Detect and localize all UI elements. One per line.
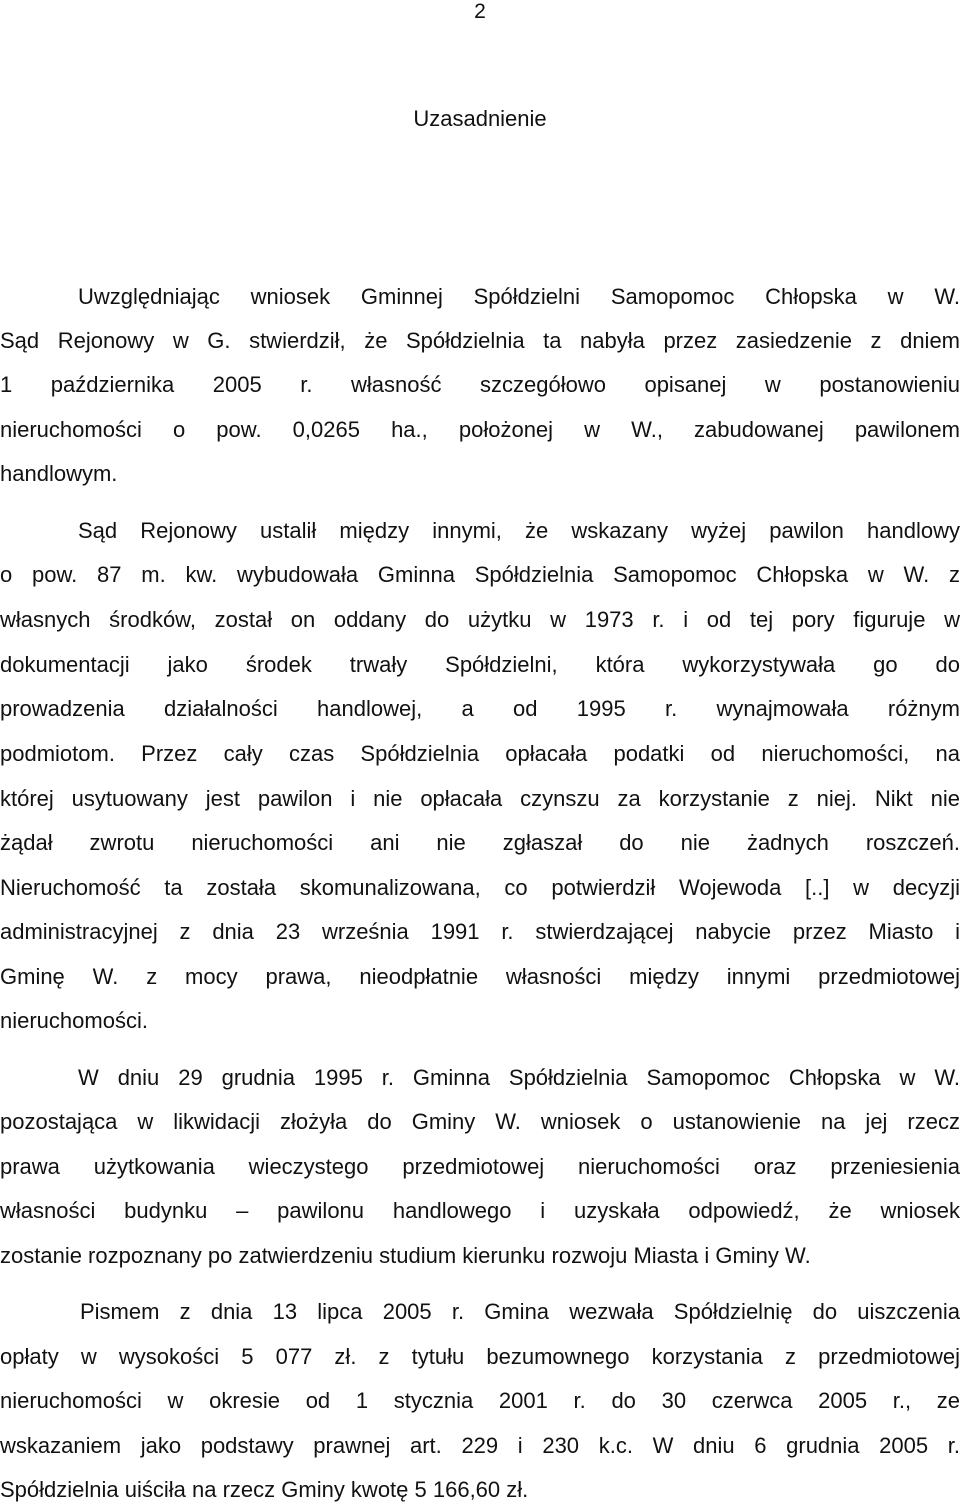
text-line: której usytuowany jest pawilon i nie opłacała czynszu za korzystanie z niej. Nikt nie: [0, 786, 960, 811]
text-line: własnych środków, został on oddany do użytku w 1973 r. i od tej pory figuruje w: [0, 607, 960, 632]
text-line: Nieruchomość ta została skomunalizowana, co potwierdził Wojewoda [..] w decyzji: [0, 875, 960, 900]
text-line: opłaty w wysokości 5 077 zł. z tytułu bezumownego korzystania z przedmiotowej: [0, 1344, 960, 1369]
text-line: własności budynku – pawilonu handlowego i uzyskała odpowiedź, że wniosek: [0, 1198, 960, 1223]
text-line: nieruchomości o pow. 0,0265 ha., położonej w W., zabudowanej pawilonem: [0, 417, 960, 442]
text-line: o pow. 87 m. kw. wybudowała Gminna Spółdzielnia Samopomoc Chłopska w W. z: [0, 562, 960, 587]
text-line: pozostająca w likwidacji złożyła do Gminy W. wniosek o ustanowienie na jej rzecz: [0, 1109, 960, 1134]
text-line: prawa użytkowania wieczystego przedmiotowej nieruchomości oraz przeniesienia: [0, 1154, 960, 1179]
text-line: Spółdzielnia uiściła na rzecz Gminy kwotę 5 166,60 zł.: [0, 1477, 529, 1502]
text-line: Gminę W. z mocy prawa, nieodpłatnie własności między innymi przedmiotowej: [0, 964, 960, 989]
text-line: zostanie rozpoznany po zatwierdzeniu studium kierunku rozwoju Miasta i Gminy W.: [0, 1243, 811, 1268]
text-line: wskazaniem jako podstawy prawnej art. 229 i 230 k.c. W dniu 6 grudnia 2005 r.: [0, 1433, 960, 1458]
document-title: Uzasadnienie: [413, 106, 547, 131]
text-line: handlowym.: [0, 461, 118, 486]
text-line: 1 października 2005 r. własność szczegółowo opisanej w postanowieniu: [0, 372, 960, 397]
text-line: Pismem z dnia 13 lipca 2005 r. Gmina wezwała Spółdzielnię do uiszczenia: [80, 1299, 960, 1324]
text-line: administracyjnej z dnia 23 września 1991 r. stwierdzającej nabycie przez Miasto i: [0, 919, 960, 944]
page-number: 2: [474, 0, 486, 23]
text-line: W dniu 29 grudnia 1995 r. Gminna Spółdzielnia Samopomoc Chłopska w W.: [78, 1065, 960, 1090]
text-line: podmiotom. Przez cały czas Spółdzielnia opłacała podatki od nieruchomości, na: [0, 741, 960, 766]
text-line: Sąd Rejonowy w G. stwierdził, że Spółdzielnia ta nabyła przez zasiedzenie z dniem: [0, 328, 960, 353]
text-line: nieruchomości w okresie od 1 stycznia 2001 r. do 30 czerwca 2005 r., ze: [0, 1388, 960, 1413]
text-line: Uwzględniając wniosek Gminnej Spółdzielni Samopomoc Chłopska w W.: [78, 284, 960, 309]
text-line: nieruchomości.: [0, 1008, 148, 1033]
text-line: żądał zwrotu nieruchomości ani nie zgłaszał do nie żadnych roszczeń.: [0, 830, 960, 855]
text-line: dokumentacji jako środek trwały Spółdzielni, która wykorzystywała go do: [0, 652, 960, 677]
text-line: prowadzenia działalności handlowej, a od 1995 r. wynajmowała różnym: [0, 696, 960, 721]
text-line: Sąd Rejonowy ustalił między innymi, że wskazany wyżej pawilon handlowy: [78, 518, 960, 543]
